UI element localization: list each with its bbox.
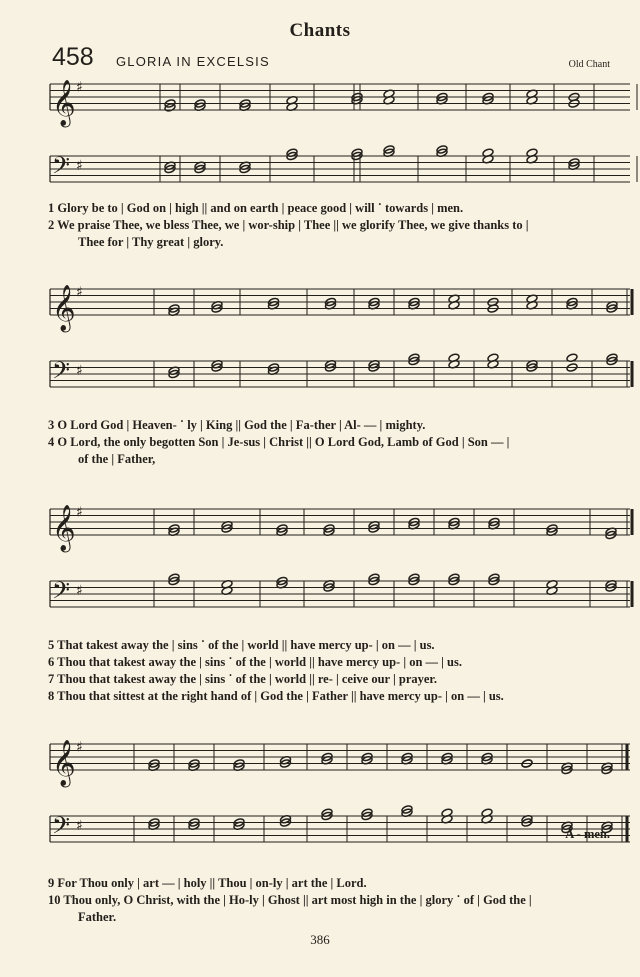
verses-block-1 bbox=[48, 200, 633, 251]
verse-line: 3 O Lord God | Heaven- ˙ ly | King || God the | Fa-ther | Al- — | mighty. bbox=[48, 418, 426, 432]
bass-clef-icon: 𝄢 bbox=[52, 811, 71, 845]
bass-clef-icon: 𝄢 bbox=[52, 356, 71, 390]
sharp-icon: ♯ bbox=[76, 739, 83, 756]
staff-svg-4 bbox=[42, 738, 632, 858]
sharp-icon: ♯ bbox=[76, 284, 83, 301]
page-number: 386 bbox=[310, 932, 330, 947]
verses-block-2 bbox=[48, 417, 633, 468]
sharp-icon: ♯ bbox=[76, 817, 83, 834]
verse-line: 9 For Thou only | art — | holy || Thou | on-ly | art the | Lord. bbox=[48, 876, 367, 890]
verse-line: Thee for | Thy great | glory. bbox=[78, 235, 224, 249]
staff-svg-3 bbox=[42, 503, 632, 623]
verses-block-4 bbox=[48, 875, 633, 926]
sharp-icon: ♯ bbox=[76, 362, 83, 379]
bass-clef-icon: 𝄢 bbox=[52, 151, 71, 185]
treble-clef-icon: 𝄞 bbox=[52, 285, 76, 331]
verse-line: 1 Glory be to | God on | high || and on earth | peace good | will ˙ towards | men. bbox=[48, 201, 464, 215]
sharp-icon: ♯ bbox=[76, 79, 83, 96]
verse-line: 4 O Lord, the only begotten Son | Je-sus | Christ || O Lord God, Lamb of God | Son — | bbox=[48, 435, 510, 449]
music-system-4 bbox=[42, 738, 632, 858]
hymn-title: GLORIA IN EXCELSIS bbox=[116, 54, 270, 69]
treble-clef-icon: 𝄞 bbox=[52, 505, 76, 551]
sharp-icon: ♯ bbox=[76, 504, 83, 521]
verse-line: 8 Thou that sittest at the right hand of | God the | Father || have mercy up- | on — | us. bbox=[48, 689, 504, 703]
verse-line: 2 We praise Thee, we bless Thee, we | wor-ship | Thee || we glorify Thee, we give thanks to | bbox=[48, 218, 529, 232]
verse-line: 7 Thou that takest away the | sins ˙ of the | world || re- | ceive our | prayer. bbox=[48, 672, 437, 686]
hymn-number: 458 bbox=[52, 43, 94, 71]
verses-block-3 bbox=[48, 637, 633, 705]
treble-clef-icon: 𝄞 bbox=[52, 80, 76, 126]
verse-line: 5 That takest away the | sins ˙ of the | world || have mercy up- | on — | us. bbox=[48, 638, 435, 652]
staff-svg-1 bbox=[42, 78, 632, 198]
staff-svg-2 bbox=[42, 283, 632, 403]
bass-clef-icon: 𝄢 bbox=[52, 576, 71, 610]
music-system-2 bbox=[42, 283, 632, 403]
sharp-icon: ♯ bbox=[76, 157, 83, 174]
chapter-title: Chants bbox=[289, 20, 351, 41]
treble-clef-icon: 𝄞 bbox=[52, 740, 76, 786]
tune-name: Old Chant bbox=[568, 59, 610, 70]
music-system-3 bbox=[42, 503, 632, 623]
verse-line: of the | Father, bbox=[78, 452, 156, 466]
verse-line: 6 Thou that takest away the | sins ˙ of the | world || have mercy up- | on — | us. bbox=[48, 655, 462, 669]
verse-line: 10 Thou only, O Christ, with the | Ho-ly | Ghost || art most high in the | glory ˙ of | God the | bbox=[48, 893, 532, 907]
music-system-1 bbox=[42, 78, 632, 198]
sharp-icon: ♯ bbox=[76, 582, 83, 599]
amen-lyric: A - men. bbox=[565, 827, 610, 841]
verse-line: Father. bbox=[78, 910, 117, 924]
